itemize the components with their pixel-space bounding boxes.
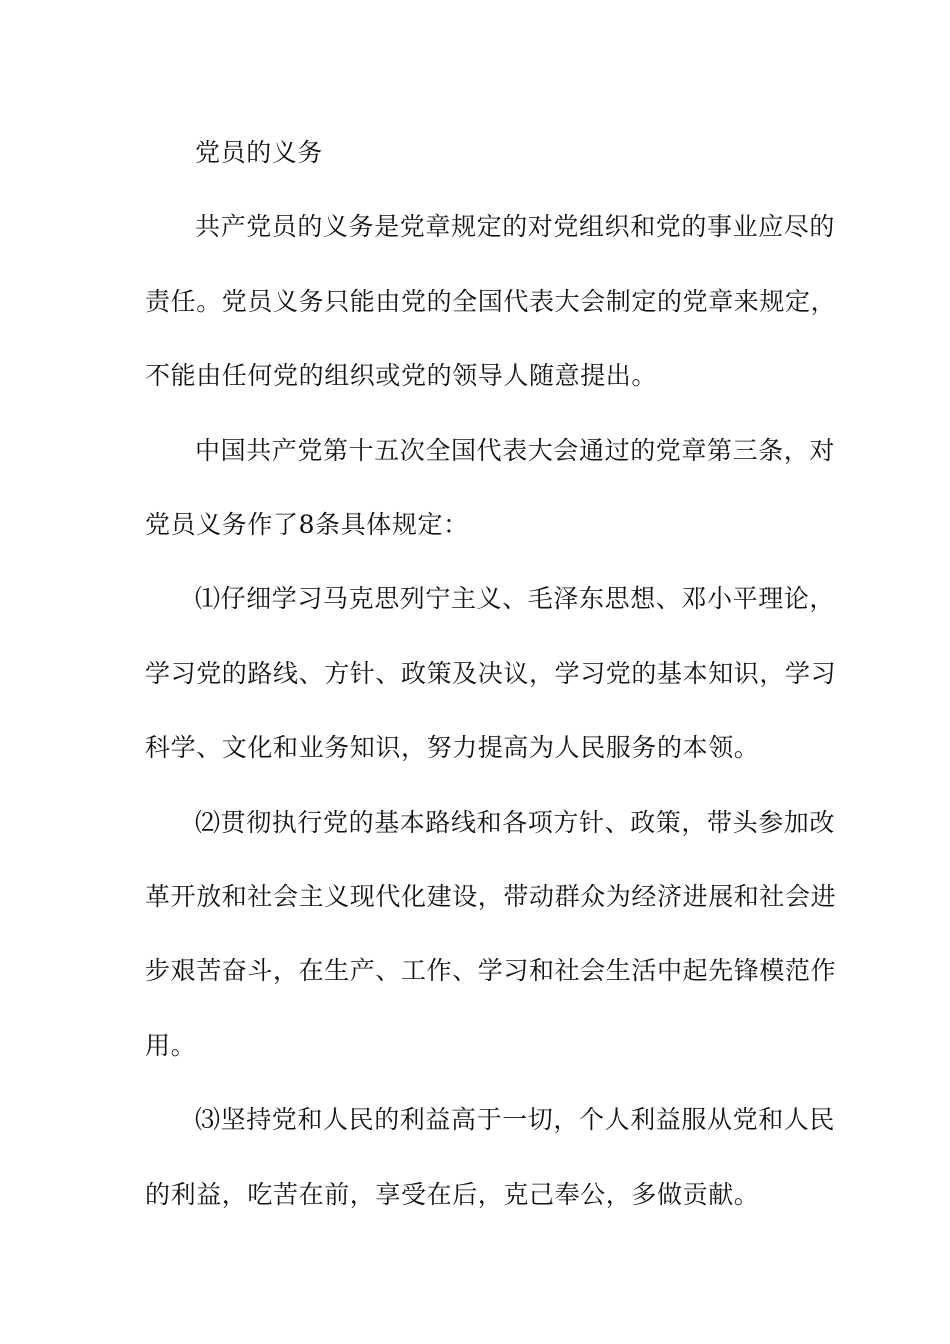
text-line: 学习党的路线、方针、政策及决议，学习党的基本知识，学习 <box>145 658 837 688</box>
text-line: ⑶坚持党和人民的利益高于一切，个人利益服从党和人民 <box>195 1105 836 1135</box>
text-line: 责任。党员义务只能由党的全国代表大会制定的党章来规定， <box>145 286 837 316</box>
document-body <box>145 116 837 1232</box>
paragraph-obligation-3 <box>145 1083 836 1232</box>
text-line: 革开放和社会主义现代化建设，带动群众为经济进展和社会进 <box>145 882 837 912</box>
text-line: 共产党员的义务是党章规定的对党组织和党的事业应尽的 <box>195 212 836 242</box>
paragraph-obligation-definition <box>145 190 837 413</box>
paragraph-obligation-2 <box>145 786 837 1084</box>
paragraph-charter-article <box>145 414 836 563</box>
text-line: 不能由任何党的组织或党的领导人随意提出。 <box>145 361 658 391</box>
text-line: 的利益，吃苦在前，享受在后，克己奉公，多做贡献。 <box>145 1179 760 1209</box>
text-line: ⑵贯彻执行党的基本路线和各项方针、政策，带头参加改 <box>195 807 836 837</box>
text-line: 步艰苦奋斗，在生产、工作、学习和社会生活中起先锋模范作 <box>145 956 837 986</box>
text-line: 用。 <box>145 1030 197 1060</box>
document-title: 党员的义务 <box>195 138 324 167</box>
paragraph-obligation-1 <box>145 562 837 785</box>
text-line: 中国共产党第十五次全国代表大会通过的党章第三条，对 <box>195 435 836 465</box>
text-line: ⑴仔细学习马克思列宁主义、毛泽东思想、邓小平理论， <box>195 584 836 614</box>
text-line: 科学、文化和业务知识，努力提高为人民服务的本领。 <box>145 733 760 763</box>
text-line: 党员义务作了8条具体规定： <box>145 510 469 540</box>
